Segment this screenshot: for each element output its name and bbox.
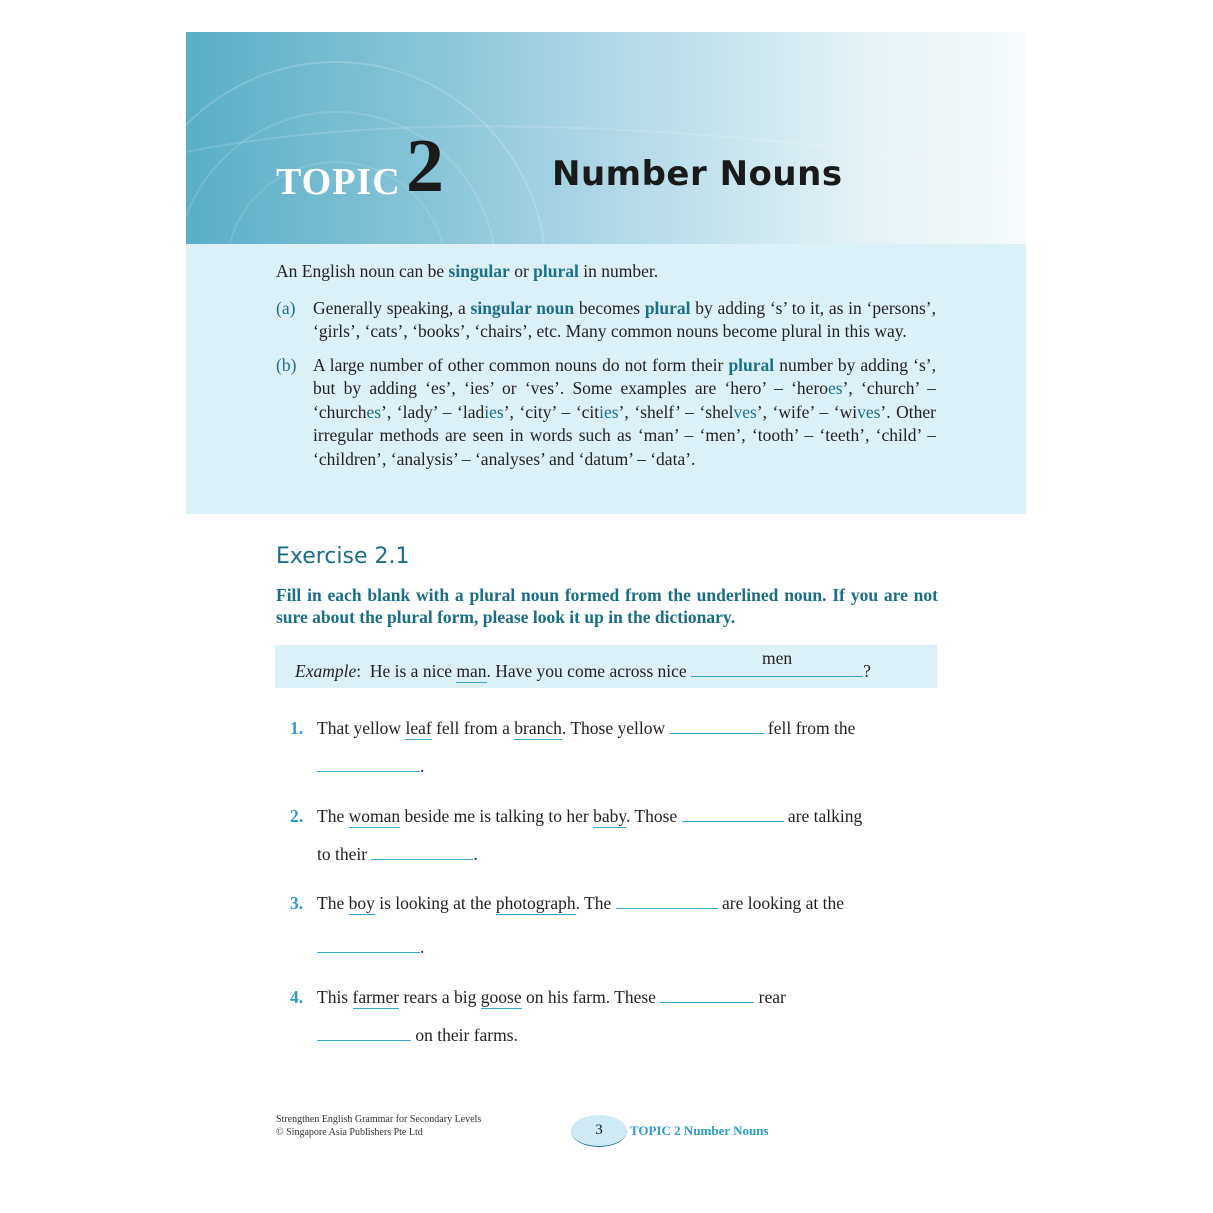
text: . [420,937,425,957]
keyword: singular noun [470,297,575,318]
item-label: (b) [276,354,297,375]
answer-blank[interactable] [660,984,754,1003]
example-answer-blank [691,648,863,677]
underlined-noun: leaf [405,718,432,738]
suffix: ves [733,401,757,422]
text: fell from the [767,718,856,738]
question-2-line-2 [317,841,478,865]
question-1 [290,715,855,739]
intro-item-b [276,354,936,472]
text: He is a nice [369,661,457,681]
text: The [317,893,349,913]
text: ? [863,661,871,681]
suffix: es [828,378,843,398]
question-3 [290,890,844,914]
text: . [473,844,478,864]
answer-blank[interactable] [317,753,420,772]
text: . Have you come across nice [486,661,692,681]
topic-label: TOPIC [276,161,401,203]
footer-credits [276,1113,481,1139]
question-4 [290,984,786,1008]
question-number: 2. [290,806,304,826]
text: rears a big [399,987,481,1007]
question-2 [290,803,862,827]
suffix: ies [599,401,619,422]
underlined-noun: man [456,661,487,681]
text: : [356,661,362,681]
underlined-noun: woman [348,806,401,826]
answer-blank[interactable] [317,1022,411,1041]
question-number: 4. [290,987,304,1007]
text: ’, ‘wife’ – ‘wi [756,401,858,422]
underlined-noun: branch [514,718,562,738]
text: The [317,806,349,826]
underlined-noun: goose [480,987,522,1007]
text: rear [758,987,786,1007]
text: becomes [574,297,645,318]
question-1-line-2 [317,753,424,777]
text: That yellow [317,718,406,738]
book-title: Strengthen English Grammar for Secondary Levels [276,1114,482,1125]
answer-blank[interactable] [670,715,764,734]
intro-text [276,260,936,481]
exercise-instruction: Fill in each blank with a plural noun formed from the underlined noun. If you are not sure about the plural form, please look it up in the dictionary. [276,585,938,627]
underlined-noun: boy [348,893,375,913]
topic-banner [186,32,1026,244]
text: on his farm. These [521,987,661,1007]
intro-paragraph [276,260,936,284]
item-label: (a) [276,297,296,318]
question-number: 1. [290,718,304,738]
example-line [295,648,871,682]
text: . Those yellow [561,718,670,738]
text: beside me is talking to her [400,806,594,826]
answer-blank[interactable] [682,803,784,822]
suffix: es [366,401,382,422]
example-answer: men [762,648,793,668]
text: by adding ‘s’ to it, as in ‘persons’, ‘girls’, ‘cats’, ‘books’, ‘chairs’, etc. Many common nouns become plural in this way. [313,297,936,341]
answer-blank[interactable] [317,934,420,953]
text: ’, ‘church’ – ‘church [313,378,936,422]
topic-number: 2 [406,124,444,208]
underlined-noun: baby [593,806,626,826]
banner-decoration [186,32,1026,244]
text: Generally speaking, a [313,297,471,318]
keyword: plural [533,261,579,281]
page-number: 3 [571,1115,627,1147]
text: are looking at the [722,893,844,913]
text: ’, ‘lady’ – ‘lad [381,401,485,422]
question-3-line-2 [317,934,424,958]
answer-blank[interactable] [371,841,473,860]
text: on their farms. [415,1025,518,1045]
text: in number. [578,261,659,281]
example-label: Example [295,661,357,681]
text: An English noun can be [276,261,449,281]
underlined-noun: farmer [352,987,400,1007]
page-title: Number Nouns [552,154,843,194]
text: are talking [787,806,863,826]
text: . The [575,893,616,913]
keyword: plural [644,297,691,318]
answer-blank[interactable] [616,890,718,909]
text: A large number of other common nouns do not form their [313,354,729,375]
text: fell from a [431,718,515,738]
text: . Those [625,806,682,826]
text: ’. Other irregular methods are seen in words such as ‘man’ – ‘men’, ‘tooth’ – ‘teeth’, ‘child’ – ‘children’, ‘analysis’ – ‘analyses’ and ‘datum’ – ‘data’. [313,401,936,469]
keyword: plural [728,354,775,375]
question-4-line-2 [317,1022,518,1046]
intro-panel [186,244,1026,514]
text: is looking at the [374,893,496,913]
exercise-title: Exercise 2.1 [276,544,410,569]
text: . [420,756,425,776]
keyword: singular [448,261,510,281]
intro-item-a [276,297,936,344]
example-box [275,645,937,688]
question-number: 3. [290,893,304,913]
text: ’, ‘city’ – ‘cit [503,401,600,422]
suffix: ies [484,401,504,422]
text: ’, ‘shelf’ – ‘shel [618,401,734,422]
suffix: ves [857,401,881,422]
underlined-noun: photograph [495,893,576,913]
text: This [317,987,353,1007]
text: or [509,261,534,281]
text: number by adding ‘s’, but by adding ‘es’, ‘ies’ or ‘ves’. Some examples are ‘hero’ – ‘hero [313,354,936,398]
running-head: TOPIC 2 Number Nouns [630,1123,769,1138]
text: to their [317,844,372,864]
copyright: © Singapore Asia Publishers Pte Ltd [276,1127,423,1138]
